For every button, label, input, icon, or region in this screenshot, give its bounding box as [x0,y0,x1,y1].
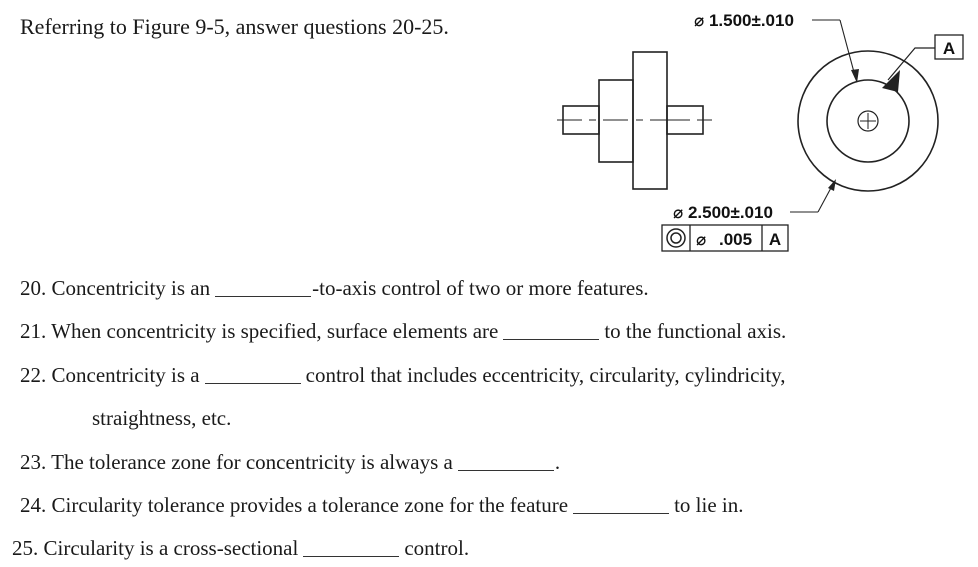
question-text: control that includes eccentricity, circularity, cylindricity, [305,363,786,387]
question-24 [20,493,744,518]
question-25 [12,536,469,561]
small-dim-leader [812,20,855,76]
hub [599,80,633,162]
fcf-tolerance: .005 [719,230,753,249]
question-text: Circularity is a cross-sectional [43,536,299,560]
feature-control-frame [662,225,788,251]
answer-blank[interactable] [458,452,554,471]
question-text: The tolerance zone for concentricity is always a [51,450,453,474]
figure-9-5 [0,0,978,260]
answer-blank[interactable] [573,495,669,514]
question-text: Circularity tolerance provides a tolerance zone for the feature [51,493,569,517]
answer-blank[interactable] [205,365,301,384]
question-number: 20. [20,276,47,300]
question-20 [20,276,649,301]
question-text: control. [404,536,470,560]
question-23 [20,450,560,475]
question-text: to lie in. [674,493,744,517]
question-number: 22. [20,363,47,387]
question-text: . [554,450,561,474]
answer-blank[interactable] [503,321,599,340]
question-text: -to-axis control of two or more features. [312,276,649,300]
question-text: Concentricity is a [51,363,200,387]
front-view [798,51,938,191]
question-22 [20,363,786,388]
large-diameter-dimension: ⌀ 2.500±.010 [673,203,773,222]
question-21 [20,319,786,344]
question-number: 23. [20,450,47,474]
datum-feature-symbol [882,35,963,92]
datum-triangle [882,70,900,92]
datum-label: A [942,39,956,58]
small-diameter-dimension: ⌀ 1.500±.010 [694,11,794,30]
answer-blank[interactable] [215,278,311,297]
question-text: to the functional axis. [604,319,787,343]
question-number: 21. [20,319,47,343]
question-number: 25. [12,536,39,560]
question-number: 24. [20,493,47,517]
answer-blank[interactable] [303,538,399,557]
question-text: When concentricity is specified, surface elements are [51,319,499,343]
side-view [557,52,712,189]
instructions: Referring to Figure 9-5, answer questions 20-25. [20,14,449,39]
fcf-datum: A [768,230,782,249]
large-dim-leader [790,186,832,212]
question-text: Concentricity is an [51,276,211,300]
question-22-continued: straightness, etc. [92,406,232,430]
fcf-diameter-symbol: ⌀ [696,230,707,249]
